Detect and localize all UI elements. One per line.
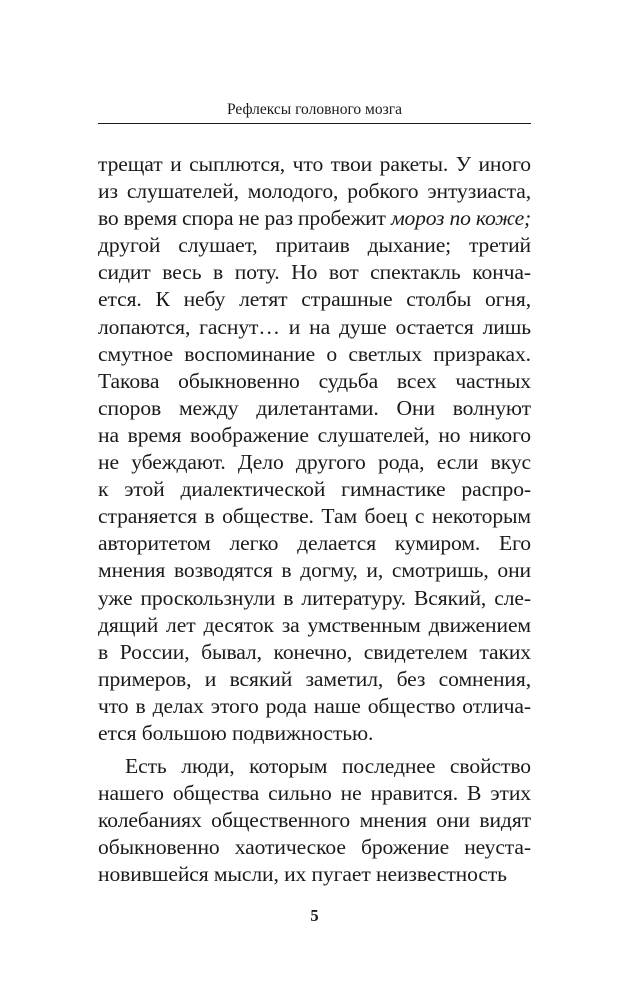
text-line bbox=[98, 205, 531, 232]
text-line bbox=[98, 753, 531, 780]
text-segment: к этой диалектической гимнастике распро- bbox=[98, 477, 531, 502]
text-segment: авторитетом легко делается кумиром. Его bbox=[98, 531, 531, 556]
text-line bbox=[98, 151, 531, 178]
text-segment: из слушателей, молодого, робкого энтузиаста, bbox=[98, 179, 531, 204]
text-line bbox=[98, 530, 531, 557]
text-line bbox=[98, 720, 531, 747]
text-line bbox=[98, 368, 531, 395]
page-number: 5 bbox=[310, 906, 319, 925]
text-segment: в России, бывал, конечно, свидетелем таких bbox=[98, 639, 531, 664]
text-line bbox=[98, 612, 531, 639]
text-line bbox=[98, 557, 531, 584]
text-segment: смутное воспоминание о светлых призраках. bbox=[98, 341, 531, 366]
text-line bbox=[98, 503, 531, 530]
text-segment: сидит весь в поту. Но вот спектакль конча- bbox=[98, 260, 531, 285]
text-segment: другой слушает, притаив дыхание; третий bbox=[98, 233, 531, 258]
text-segment: уже проскользнули в литературу. Всякий, сле- bbox=[98, 585, 531, 610]
text-line bbox=[98, 693, 531, 720]
text-line bbox=[98, 314, 531, 341]
text-segment: дящий лет десяток за умственным движением bbox=[98, 612, 531, 637]
text-line bbox=[98, 449, 531, 476]
paragraph bbox=[98, 151, 531, 747]
text-segment: ется большою подвижностью. bbox=[98, 720, 374, 745]
text-line bbox=[98, 834, 531, 861]
text-segment: на время воображение слушателей, но никого bbox=[98, 422, 531, 447]
text-segment: во время спора не раз пробежит bbox=[98, 206, 391, 231]
running-head: Рефлексы головного мозга bbox=[227, 101, 402, 118]
text-segment: примеров, и всякий заметил, без сомнения, bbox=[98, 666, 531, 691]
text-segment: обыкновенно хаотическое брожение неуста- bbox=[98, 835, 531, 860]
text-line bbox=[98, 232, 531, 259]
text-segment: не убеждают. Дело другого рода, если вкус bbox=[98, 450, 531, 475]
italic-text: мороз по коже; bbox=[390, 206, 531, 231]
text-line bbox=[98, 341, 531, 368]
text-segment: Такова обыкновенно судьба всех частных bbox=[98, 368, 531, 393]
text-line bbox=[98, 178, 531, 205]
header-rule bbox=[98, 123, 531, 124]
text-line bbox=[98, 780, 531, 807]
text-segment: Есть люди, которым последнее свойство bbox=[125, 754, 531, 779]
text-line bbox=[98, 585, 531, 612]
text-line bbox=[98, 861, 531, 888]
text-segment: колебаниях общественного мнения они видят bbox=[98, 808, 531, 833]
text-segment: что в делах этого рода наше общество отлича- bbox=[98, 693, 531, 718]
text-line bbox=[98, 422, 531, 449]
text-line bbox=[98, 807, 531, 834]
text-segment: лопаются, гаснут… и на душе остается лишь bbox=[98, 314, 531, 339]
text-line bbox=[98, 666, 531, 693]
body-text bbox=[98, 151, 531, 889]
text-segment: нашего общества сильно не нравится. В этих bbox=[98, 781, 531, 806]
paragraph bbox=[98, 753, 531, 888]
text-line bbox=[98, 286, 531, 313]
text-segment: страняется в обществе. Там боец с некоторым bbox=[98, 504, 531, 529]
text-segment: мнения возводятся в догму, и, смотришь, они bbox=[98, 558, 531, 583]
text-line bbox=[98, 395, 531, 422]
text-line bbox=[98, 639, 531, 666]
text-segment: ется. К небу летят страшные столбы огня, bbox=[98, 287, 531, 312]
text-segment: споров между дилетантами. Они волнуют bbox=[98, 395, 531, 420]
text-line bbox=[98, 476, 531, 503]
text-segment: новившейся мысли, их пугает неизвестность bbox=[98, 862, 507, 887]
text-segment: трещат и сыплются, что твои ракеты. У иного bbox=[98, 152, 531, 176]
text-line bbox=[98, 259, 531, 286]
